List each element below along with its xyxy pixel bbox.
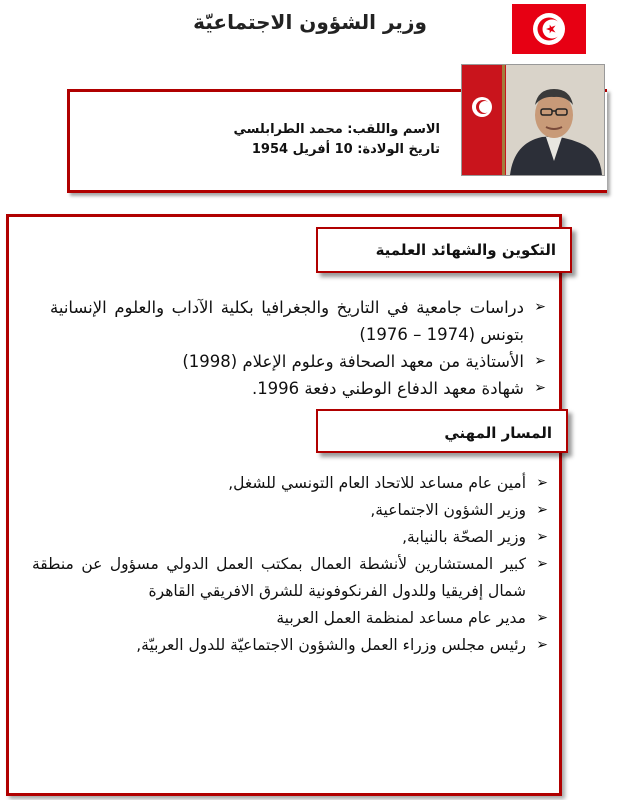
- check-arrow-icon: ➢: [534, 380, 546, 396]
- list-item: ➢ دراسات جامعية في التاريخ والجغرافيا بكلية الآداب والعلوم الإنسانية بتونس (1974 – 1976): [50, 294, 546, 348]
- career-list: [32, 470, 548, 659]
- check-arrow-icon: ➢: [536, 556, 548, 572]
- list-item: ➢ الأستاذية من معهد الصحافة وعلوم الإعلام (1998): [50, 348, 546, 375]
- list-item: ➢ أمين عام مساعد للاتحاد العام التونسي للشغل,: [32, 470, 548, 497]
- name-line: الاسم واللقب: محمد الطرابلسي: [233, 122, 440, 137]
- check-arrow-icon: ➢: [534, 353, 546, 369]
- check-arrow-icon: ➢: [536, 502, 548, 518]
- education-heading: التكوين والشهائد العلمية: [316, 227, 572, 273]
- tunisia-flag-icon: [512, 4, 586, 54]
- list-item: ➢ رئيس مجلس وزراء العمل والشؤون الاجتماعيّة للدول العربيّة,: [32, 632, 548, 659]
- check-arrow-icon: ➢: [536, 637, 548, 653]
- list-item: ➢ وزير الشؤون الاجتماعية,: [32, 497, 548, 524]
- page-title: وزير الشؤون الاجتماعيّة: [193, 10, 427, 34]
- identity-text: [110, 120, 440, 160]
- check-arrow-icon: ➢: [536, 529, 548, 545]
- list-item: ➢ شهادة معهد الدفاع الوطني دفعة 1996.: [50, 375, 546, 402]
- career-heading: المسار المهني: [316, 409, 568, 453]
- birth-date-line: تاريخ الولادة: 10 أفريل 1954: [251, 142, 440, 157]
- list-item: ➢ كبير المستشارين لأنشطة العمال بمكتب العمل الدولي مسؤول عن منطقة شمال إفريقيا وللدول الفرنكوفونية للشرق الافريقي القاهرة: [32, 551, 548, 605]
- check-arrow-icon: ➢: [536, 475, 548, 491]
- check-arrow-icon: ➢: [534, 299, 546, 315]
- list-item: ➢ مدير عام مساعد لمنظمة العمل العربية: [32, 605, 548, 632]
- portrait-photo: [461, 64, 605, 176]
- check-arrow-icon: ➢: [536, 610, 548, 626]
- education-list: [50, 294, 546, 402]
- list-item: ➢ وزير الصحّة بالنيابة,: [32, 524, 548, 551]
